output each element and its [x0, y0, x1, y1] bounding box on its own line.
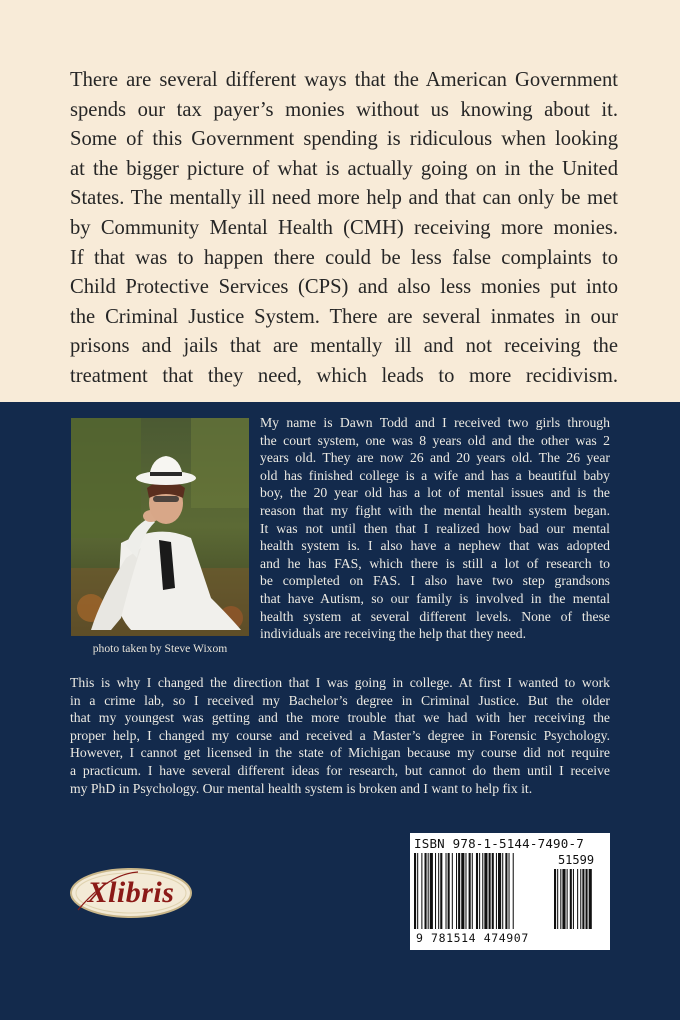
barcode-bar: [425, 853, 427, 929]
barcode-bar: [513, 853, 514, 929]
barcode-bar: [476, 853, 478, 929]
bio-line: However, I cannot get licensed in the state of Michigan because my course did not require: [70, 745, 610, 761]
intro-line: by Community Mental Health (CMH) receiving more monies.: [70, 216, 618, 239]
barcode-bar: [440, 853, 442, 929]
barcode-bar: [414, 853, 416, 929]
intro-line: the Criminal Justice System. There are several inmates in our: [70, 305, 618, 328]
isbn-label: ISBN 978-1-5144-7490-7: [414, 836, 584, 851]
barcode-bar: [502, 853, 503, 929]
photo-credit: photo taken by Steve Wixom: [92, 642, 228, 655]
bio-line: health system at several different levels. None of these: [260, 608, 610, 624]
intro-line: Some of this Government spending is ridiculous when looking: [70, 128, 618, 151]
bio-line: in a crime lab, so I received my Bachelor’s degree in Criminal Justice. But the older: [70, 692, 610, 708]
bio-line: This is why I changed the direction that I was going in college. At first I wanted to work: [70, 675, 610, 690]
barcode-bar: [586, 869, 588, 929]
intro-line: There are several different ways that the American Government: [70, 69, 618, 91]
ean-digits: 9 781514 474907: [416, 931, 529, 945]
intro-line: Child Protective Services (CPS) and also less monies put into: [70, 276, 618, 299]
bio-line: a practicum. I have several different ideas for research, but cannot do them until I receive: [70, 762, 610, 778]
bio-line: my PhD in Psychology. Our mental health system is broken and I want to help fix it.: [70, 780, 533, 796]
author-bio-continued: [70, 674, 610, 797]
barcode-bar: [570, 869, 572, 929]
barcode-bar: [479, 853, 480, 929]
barcode-bar: [582, 869, 584, 929]
barcode-bar: [489, 853, 491, 929]
price-code: 51599: [557, 853, 595, 867]
bio-line: reason that my fight with the mental health system began.: [260, 502, 610, 518]
publisher-logo: [68, 866, 194, 920]
barcode-bar: [482, 853, 483, 929]
barcode-bar: [562, 869, 565, 929]
intro-paragraph: [70, 66, 618, 392]
bio-line: that have Autism, so our family is involved in the mental: [260, 590, 610, 606]
top-panel: [0, 0, 680, 402]
barcode-bar: [430, 853, 433, 929]
barcode-bar: [421, 853, 422, 929]
bio-line: individuals are receiving the help that they need.: [260, 626, 527, 642]
intro-line: treatment that they need, which leads to more recidivism.: [70, 364, 618, 387]
bio-line: boy, the 20 year old has a lot of mental issues and is the: [260, 485, 610, 501]
barcode-bar: [557, 869, 558, 929]
bio-line: years old. They are now 26 and 20 years old. The 26 year: [260, 450, 610, 466]
bio-line: be completed on FAS. I also have two step grandsons: [260, 573, 610, 589]
intro-line: spends our tax payer’s monies without us knowing about it.: [70, 98, 618, 121]
barcode-bar: [498, 853, 501, 929]
bio-line: old has finished college is a wife and has a beautiful baby: [260, 467, 610, 483]
barcode-bar: [509, 853, 510, 929]
barcode-bar: [452, 853, 453, 929]
barcode-bar: [448, 853, 450, 929]
barcode-bar: [505, 853, 507, 929]
bio-line: health system is. I also have a nephew that was adopted: [260, 538, 610, 554]
barcode-bar: [428, 853, 429, 929]
barcode-bar: [492, 853, 494, 929]
bio-line: My name is Dawn Todd and I received two girls through: [260, 415, 610, 430]
barcode-bar: [472, 853, 473, 929]
barcode-bar: [465, 853, 466, 929]
author-photo: [71, 418, 249, 636]
author-bio: [260, 414, 610, 643]
intro-line: States. The mentally ill need more help and that can only be met: [70, 187, 618, 210]
barcode-bar: [496, 853, 497, 929]
barcode-bar: [580, 869, 581, 929]
bio-line: and he has FAS, which there is still a lot of research to: [260, 555, 610, 571]
barcode-bar: [456, 853, 457, 929]
publisher-logo-text: Xlibris: [87, 876, 175, 909]
bio-line: proper help, I changed my course and received a Master’s degree in Forensic Psychology.: [70, 727, 610, 743]
bio-line: the court system, one was 8 years old and the other was 2: [260, 432, 610, 448]
intro-line: prisons and jails that are mentally ill and not receiving the: [70, 335, 618, 358]
barcode-bar: [554, 869, 556, 929]
barcode-bar: [573, 869, 574, 929]
barcode-bar: [461, 853, 464, 929]
barcode-bar: [435, 853, 436, 929]
isbn-barcode: [410, 833, 610, 950]
intro-line: at the bigger picture of what is actually going on in the United: [70, 157, 618, 180]
barcode-bar: [446, 853, 447, 929]
barcode-bar: [560, 869, 561, 929]
bio-line: It was not until then that I realized how bad our mental: [260, 520, 610, 536]
barcode-bar: [458, 853, 460, 929]
bio-line: that my youngest was getting and the more trouble that we had with her receiving the: [70, 710, 610, 726]
barcode-bar: [567, 869, 568, 929]
barcode-bar: [577, 869, 578, 929]
barcode-bar: [469, 853, 471, 929]
barcode-bar: [484, 853, 487, 929]
barcode-bar: [438, 853, 439, 929]
barcode-bar: [417, 853, 418, 929]
intro-line: If that was to happen there could be less false complaints to: [70, 246, 618, 269]
barcode-bar: [589, 869, 592, 929]
